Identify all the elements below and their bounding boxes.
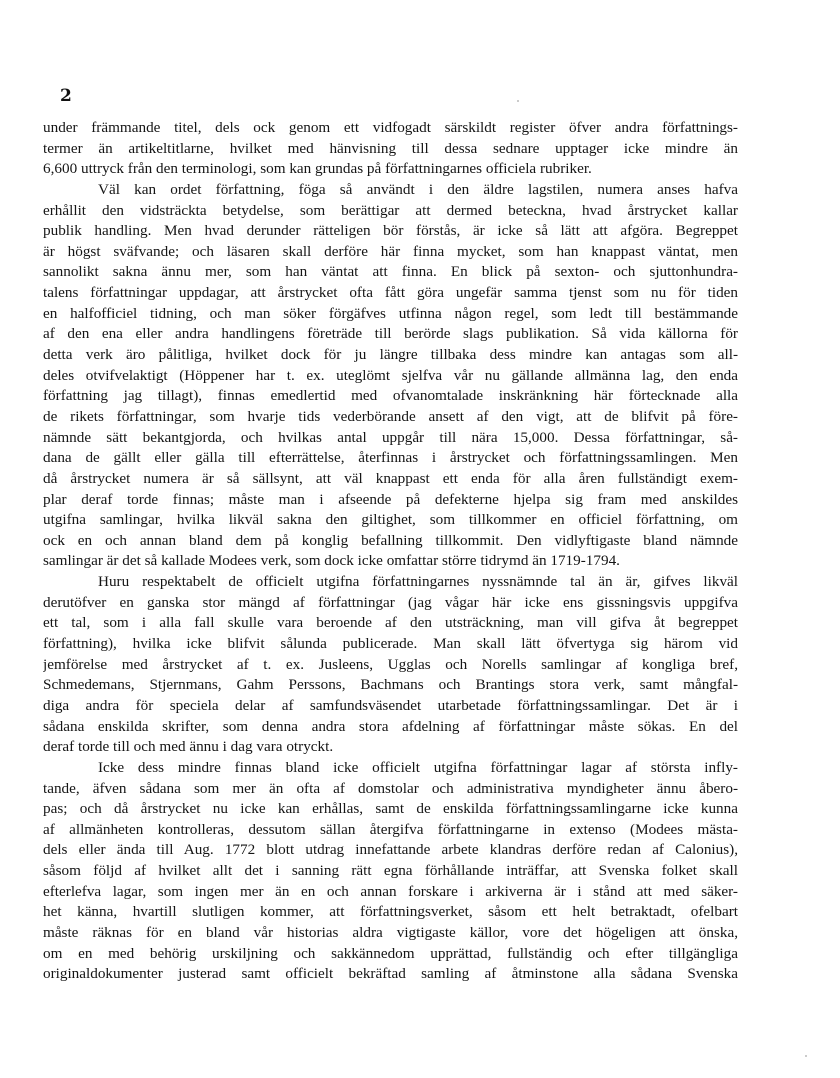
text-line: detta verk äro pålitliga, hvilket dock för ju längre tillbaka dess mindre kan antagas som all- — [43, 346, 738, 364]
text-line: dana de gällt eller gälla till efterrättelse, återfinnas i årstrycket och författningssamlingen. Men — [43, 449, 738, 467]
text-line: plar deraf torde finnas; måste man i afseende på defekterne hjelpa sig fram med anskildes — [43, 490, 738, 508]
scan-speck — [805, 1055, 807, 1057]
text-line: de rikets författningar, som hvarje tids vederbörande ansett af den vigt, att de blifvit på före- — [43, 407, 738, 425]
text-line: efterlefva lagar, som ingen mer än en och annan forskare i arkiverna är i stånd att med säker- — [43, 882, 738, 900]
text-line: originaldokumenter justerad samt officielt bekräftad samling af åtminstone alla sådana Svenska — [43, 965, 738, 983]
page-number: 2 — [60, 86, 72, 106]
text-line: nämnde sätt bekantgjorda, och hvilkas antal uppgår till nära 15,000. Dessa författningar, så- — [43, 428, 738, 446]
text-line: en halfofficiel tidning, och man söker förgäfves utfinna någon regel, som ledt till bestämmande — [43, 304, 738, 322]
text-line: är högst sväfvande; och läsaren skall derföre här finna mycket, som han knappast väntat, men — [43, 242, 738, 260]
text-line: författning), hvilka icke blifvit sålunda publicerade. Man skall lätt öfvertyga sig härom vid — [43, 635, 738, 653]
text-line: derutöfver en ganska stor mängd af författningar (jag vågar här icke ens gissningsvis uppgifva — [43, 593, 738, 611]
text-line: deraf torde till och med ännu i dag vara otryckt. — [43, 738, 334, 756]
text-line: pas; och då årstrycket nu icke kan erhållas, samt de enskilda författningssamlingarne icke kunna — [43, 800, 738, 818]
text-line: då årstrycket numera är så sällsynt, att väl knappast ett enda för alla åren fullständigt exem- — [43, 469, 738, 487]
text-line: deles otvifvelaktigt (Höppener har t. ex. uteglömt sjelfva vår nu gällande allmänna lag, den enda — [43, 366, 738, 384]
text-line: om en med behörig urskiljning och sakkännedom upprättad, fullständig och efter tillgängliga — [43, 944, 738, 962]
text-line: måste räknas för en bland vår historias aldra vigtigaste källor, vore det högeligen att önska, — [43, 923, 738, 941]
text-line: publik handling. Men hvad derunder rätteligen bör förstås, är icke så lätt att afgöra. Begreppet — [43, 222, 738, 240]
text-line: termer än artikeltitlarne, hvilket med hänvisning till dessa sednare upptager icke mindre än — [43, 139, 738, 157]
text-line: diga andra för speciela delar af samfundsväsendet utarbetade författningssamlingar. Det är i — [43, 696, 738, 714]
scan-speck — [517, 100, 519, 102]
text-line: talens författningar uppdagar, att årstrycket ofta fått göra ungefär samma tjenst som nu för tiden — [43, 284, 738, 302]
text-line: Huru respektabelt de officielt utgifna författningarnes nyssnämnde tal än är, gifves likväl — [98, 573, 738, 591]
text-line: het känna, hvartill slutligen kommer, att författningsverket, såsom ett helt betraktadt, ofelbart — [43, 903, 738, 921]
text-line: under främmande titel, dels ock genom ett vidfogadt särskildt register öfver andra författnings- — [43, 119, 738, 136]
text-line: utgifna samlingar, hvilka likväl sakna den giltighet, som tillkommer en officiel författning, om — [43, 511, 738, 529]
text-line: dels eller ända till Aug. 1772 blott utdrag innefattande arbete klandras derföre redan af Calonius), — [43, 841, 738, 859]
text-line: sådana enskilda skrifter, som denna andra stora afdelning af författningar måste sökas. En del — [43, 717, 738, 735]
text-line: erhållit den vidsträckta betydelse, som berättigar att dermed beteckna, hvad årstrycket kallar — [43, 201, 738, 219]
text-line: 6,600 uttryck från den terminologi, som kan grundas på författningarnes officiela rubriker. — [43, 160, 592, 178]
text-line: Schmedemans, Stjernmans, Gahm Perssons, Bachmans och Brantings stora verk, samt mångfal- — [43, 676, 738, 694]
text-line: af den ena eller andra handlingens företräde till berörde slags publikation. Så vida källorna för — [43, 325, 738, 343]
text-line: tande, äfven sådana som mer än ofta af domstolar och administrativa myndigheter ännu åbero- — [43, 779, 738, 797]
text-line: såsom följd af hvilket allt det i sanning rätt egna förhållande inträffar, att Svenska folket skall — [43, 862, 738, 880]
text-line: Väl kan ordet författning, föga så användt i den äldre lagstilen, numera anses hafva — [98, 180, 738, 198]
text-line: ett tal, som i alla fall skulle vara beroende af den utsträckning, man vill gifva åt begreppet — [43, 614, 738, 632]
text-line: jemförelse med årstrycket af t. ex. Jusleens, Ugglas och Norells samlingar af kongliga bref, — [43, 655, 738, 673]
text-line: författning jag tillagt), finnas emedlertid med ofvanomtalade inskränkning här förtecknade alla — [43, 387, 738, 405]
body-text — [43, 118, 738, 985]
text-line: ock en och annan bland dem på konglig befallning tillkommit. Den vidlyftigaste bland nämnde — [43, 531, 738, 549]
text-line: samlingar är det så kallade Modees verk, som dock icke omfattar större tidrymd än 1719-1794. — [43, 552, 620, 570]
text-line: Icke dess mindre finnas bland icke officielt utgifna författningar lagar af största infly- — [98, 758, 738, 776]
text-line: sannolikt sakna ännu mer, som han väntat att finna. En blick på sexton- och sjuttonhundra- — [43, 263, 738, 281]
text-line: af allmänheten kontrolleras, dessutom sällan återgifva författningarne in extenso (Modees mästa- — [43, 820, 738, 838]
